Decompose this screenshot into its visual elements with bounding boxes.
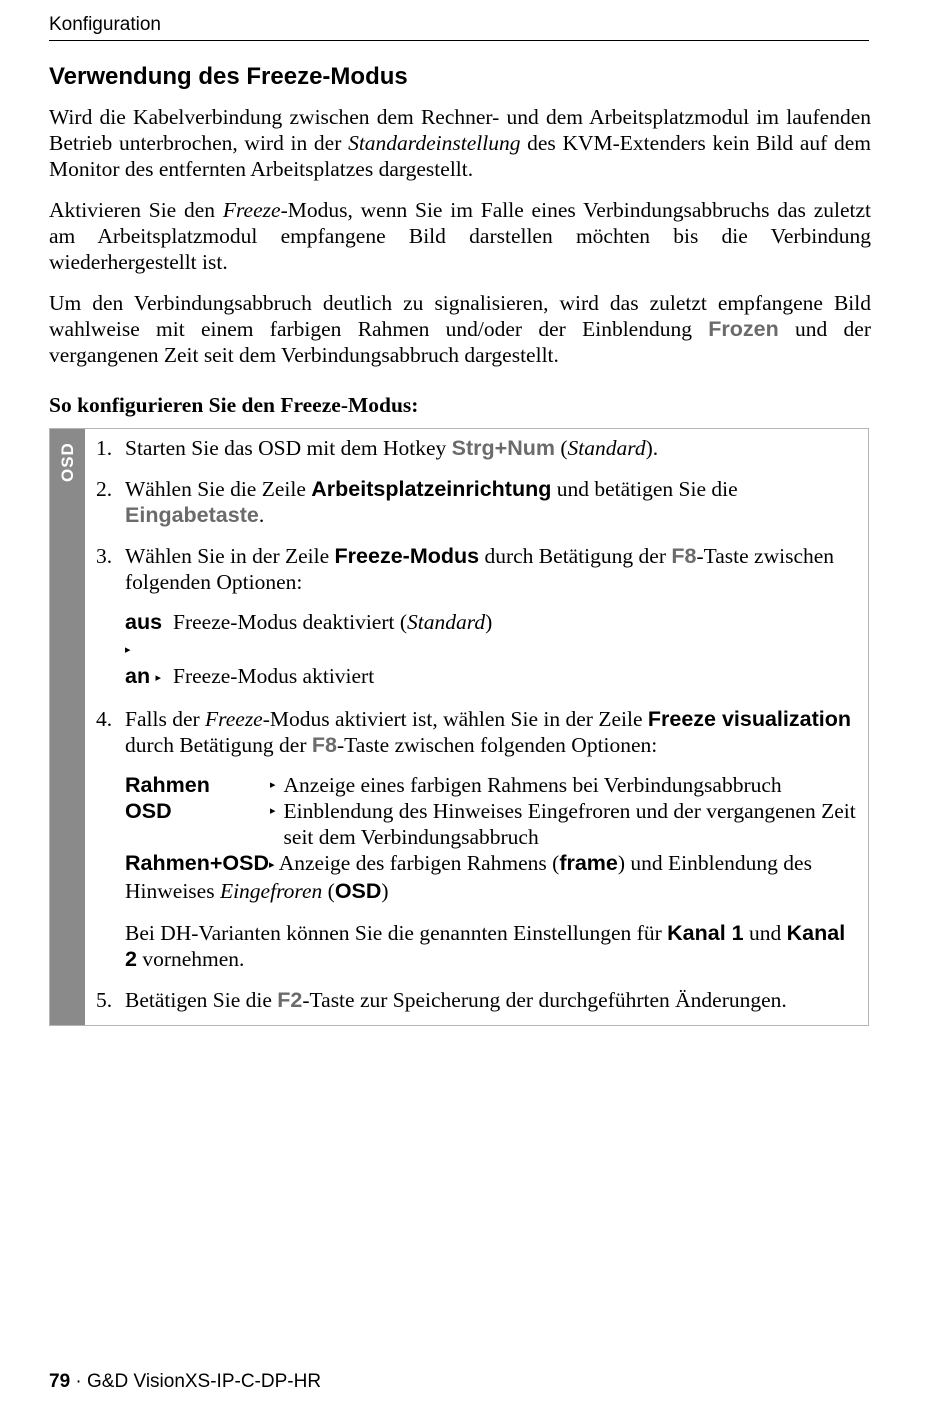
- text: .: [258, 503, 265, 527]
- text: -Taste zur Speicherung der durchgeführten Änderungen.: [302, 988, 787, 1012]
- step-number: 4.: [96, 707, 113, 731]
- text: ).: [645, 436, 659, 460]
- option-desc: Einblendung des Hinweises Eingefroren und der vergangenen Zeit seit dem Verbindungsabbruch: [283, 799, 856, 849]
- key-term: OSD: [334, 879, 382, 903]
- key-term: Kanal 1: [667, 921, 744, 945]
- step-item: [96, 987, 856, 1013]
- step-text: [125, 987, 856, 1013]
- step-text: [125, 476, 856, 528]
- triangle-right-icon: ▸: [270, 805, 276, 817]
- key-term: F2: [277, 988, 303, 1012]
- key-term: Frozen: [708, 317, 779, 341]
- option-value: Rahmen: [125, 773, 210, 797]
- text: Wählen Sie die Zeile: [125, 477, 312, 501]
- text: und: [743, 921, 787, 945]
- paragraph-2: [49, 197, 871, 275]
- key-term: F8: [671, 544, 697, 568]
- instructions-heading: So konfigurieren Sie den Freeze-Modus:: [49, 393, 419, 417]
- step-text: [125, 543, 856, 691]
- text: -Taste zwischen folgenden Optionen:: [336, 733, 658, 757]
- option-desc: Anzeige eines farbigen Rahmens bei Verbindungsabbruch: [283, 773, 782, 797]
- text: -Modus, wenn Sie im Falle eines Verbindungsabbruchs das zuletzt am Arbeitsplatzmodul empfangene Bild darstellen möchten bis die Verbindung wiederhergestellt ist.: [49, 198, 871, 274]
- text: vornehmen.: [136, 947, 245, 971]
- section-heading: Verwendung des Freeze-Modus: [49, 63, 408, 90]
- emphasis: Standard: [407, 610, 486, 634]
- triangle-right-icon: ▸: [270, 779, 276, 791]
- osd-label: OSD: [58, 442, 77, 482]
- text: -Taste zwischen folgenden Optionen:: [125, 544, 835, 594]
- step-item: [96, 476, 856, 528]
- triangle-right-icon: ▸: [125, 644, 131, 656]
- option-key: [125, 798, 270, 850]
- step-number: 5.: [96, 988, 113, 1012]
- key-term: F8: [311, 733, 337, 757]
- text: Bei DH-Varianten können Sie die genannten Einstellungen für: [125, 921, 668, 945]
- option-value: an: [125, 664, 151, 688]
- product-name: G&D VisionXS-IP-C-DP-HR: [87, 1371, 322, 1392]
- option-row: [125, 609, 856, 663]
- text: Freeze-Modus deaktiviert (: [173, 610, 408, 634]
- option-row: [125, 850, 856, 904]
- option-desc: Freeze-Modus aktiviert: [173, 664, 375, 688]
- text: (: [322, 879, 335, 903]
- text: Aktivieren Sie den: [49, 198, 223, 222]
- page-footer: [49, 1371, 321, 1393]
- header-section-title: Konfiguration: [49, 14, 161, 35]
- text: durch Betätigung der: [125, 733, 312, 757]
- text: Falls der: [125, 707, 206, 731]
- emphasis: Standardeinstellung: [348, 131, 521, 155]
- text: Anzeige des farbigen Rahmens (: [278, 851, 560, 875]
- text: ) und Einblendung des Hinweises: [125, 851, 812, 903]
- paragraph-3: [49, 290, 871, 368]
- step-list: [96, 429, 868, 1025]
- triangle-right-icon: ▸: [155, 672, 161, 684]
- page-number: 79: [49, 1371, 71, 1392]
- text: und der vergangenen Zeit seit dem Verbindungsabbruch dargestellt.: [49, 317, 872, 367]
- step-text: [125, 706, 856, 972]
- step-number: 2.: [96, 477, 113, 501]
- option-value: aus: [125, 610, 163, 634]
- key-term: frame: [559, 851, 618, 875]
- running-header: [49, 14, 869, 41]
- text: -Modus aktiviert ist, wählen Sie in der Zeile: [262, 707, 648, 731]
- channel-note: [125, 920, 856, 972]
- osd-instruction-box: [49, 428, 869, 1026]
- option-key: [125, 772, 270, 798]
- text: ): [485, 610, 493, 634]
- step-item: [96, 543, 856, 691]
- step-item: [96, 435, 856, 461]
- option-key: [125, 609, 173, 663]
- option-row: [125, 798, 856, 850]
- option-value: Rahmen+OSD: [125, 851, 269, 875]
- text: des KVM-Extenders kein Bild auf dem Monitor des entfernten Arbeitsplatzes dargestellt.: [49, 131, 871, 181]
- emphasis: Standard: [567, 436, 646, 460]
- footer-separator: ·: [70, 1371, 88, 1392]
- option-row: [125, 772, 856, 798]
- menu-term: Arbeitsplatzeinrichtung: [311, 477, 552, 501]
- text: ): [381, 879, 389, 903]
- text: durch Betätigung der: [479, 544, 672, 568]
- option-row: [125, 663, 856, 691]
- option-desc: [173, 609, 492, 663]
- option-value: OSD: [125, 799, 172, 823]
- paragraph-1: [49, 104, 871, 182]
- menu-term: Freeze visualization: [647, 707, 851, 731]
- text: Starten Sie das OSD mit dem Hotkey: [125, 436, 452, 460]
- text: (: [555, 436, 568, 460]
- step-number: 1.: [96, 436, 113, 460]
- text: Betätigen Sie die: [125, 988, 278, 1012]
- step-number: 3.: [96, 544, 113, 568]
- emphasis: Freeze: [222, 198, 281, 222]
- text: Wird die Kabelverbindung zwischen dem Rechner- und dem Arbeitsplatzmodul im laufenden Betrieb unterbrochen, wird in der: [49, 105, 871, 155]
- key-term: Kanal 2: [125, 921, 846, 971]
- step-text: [125, 435, 856, 461]
- menu-term: Freeze-Modus: [334, 544, 480, 568]
- text: Um den Verbindungsabbruch deutlich zu signalisieren, wird das zuletzt empfangene Bild wahlweise mit einem farbigen Rahmen und/oder der Einblendung: [49, 291, 871, 341]
- page-content: [49, 62, 871, 1026]
- triangle-right-icon: ▸: [268, 859, 275, 871]
- text: Wählen Sie in der Zeile: [125, 544, 335, 568]
- osd-sidebar: [50, 429, 85, 1025]
- emphasis: Freeze: [205, 707, 263, 731]
- text: und betätigen Sie die: [551, 477, 738, 501]
- key-term: Eingabetaste: [125, 503, 259, 527]
- step-item: [96, 706, 856, 972]
- hotkey: Strg+Num: [451, 436, 555, 460]
- emphasis: Eingefroren: [219, 879, 323, 903]
- option-key: [125, 663, 173, 691]
